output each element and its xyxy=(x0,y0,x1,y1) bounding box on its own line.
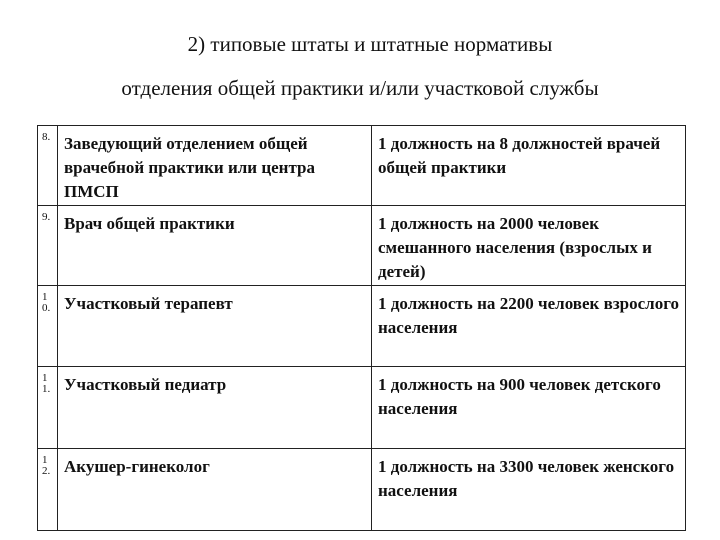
page-title-line-2: отделения общей практики и/или участковой службы xyxy=(121,76,599,100)
position-title: Участковый педиатр xyxy=(58,367,372,449)
row-number: 1 1. xyxy=(38,367,58,449)
staffing-norm: 1 должность на 8 должностей врачей общей практики xyxy=(372,126,686,206)
row-number: 9. xyxy=(38,206,58,286)
row-number: 1 0. xyxy=(38,286,58,367)
position-title: Участковый терапевт xyxy=(58,286,372,367)
position-title: Врач общей практики xyxy=(58,206,372,286)
table-row xyxy=(38,367,686,449)
staffing-norm: 1 должность на 2200 человек взрослого населения xyxy=(372,286,686,367)
row-number: 1 2. xyxy=(38,449,58,531)
table-row xyxy=(38,206,686,286)
position-title: Заведующий отделением общей врачебной практики или центра ПМСП xyxy=(58,126,372,206)
row-number: 8. xyxy=(38,126,58,206)
position-title: Акушер-гинеколог xyxy=(58,449,372,531)
table-row xyxy=(38,126,686,206)
staffing-norm: 1 должность на 3300 человек женского населения xyxy=(372,449,686,531)
staffing-norm: 1 должность на 900 человек детского населения xyxy=(372,367,686,449)
page-title-line-1: 2) типовые штаты и штатные нормативы xyxy=(187,32,553,56)
table-row xyxy=(38,286,686,367)
staffing-norm: 1 должность на 2000 человек смешанного населения (взрослых и детей) xyxy=(372,206,686,286)
table-row xyxy=(38,449,686,531)
staff-norms-table xyxy=(37,125,686,531)
